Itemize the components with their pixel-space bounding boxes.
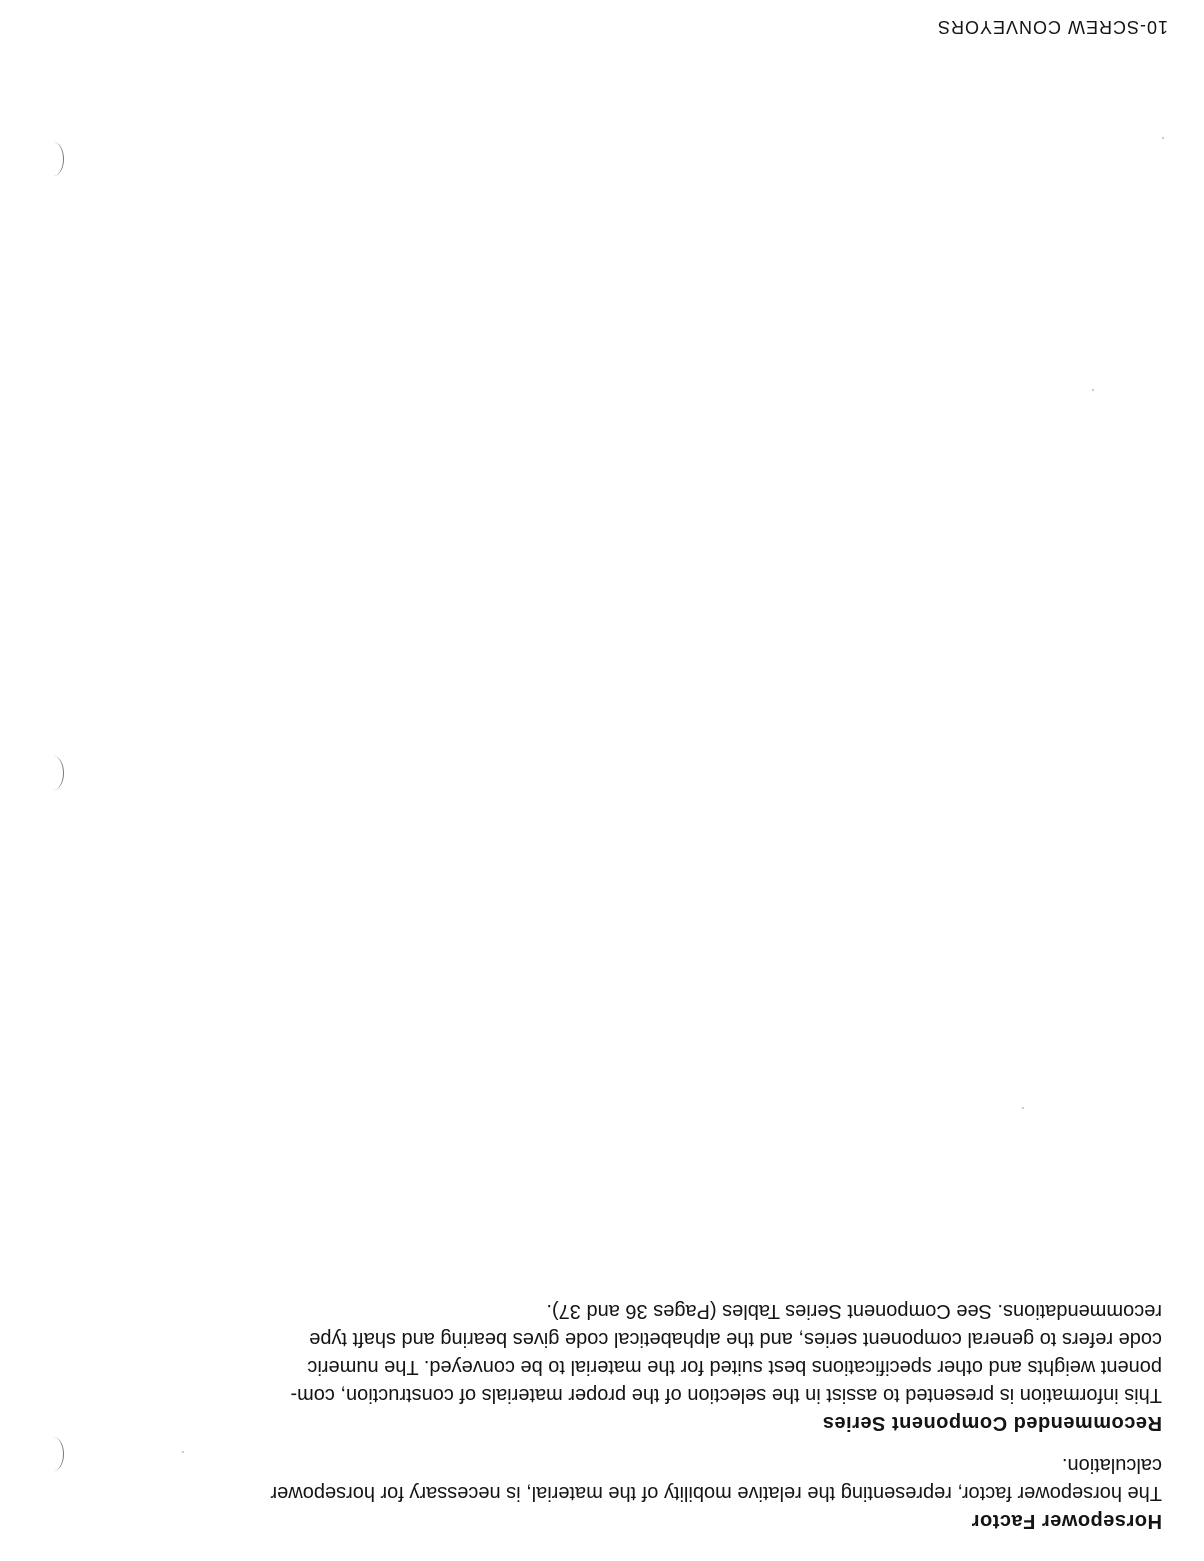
binder-hole-mark [43, 142, 64, 176]
scan-speck [1092, 389, 1094, 391]
horsepower-factor-paragraph: The horsepower factor, representing the relative mobility of the material, is necessary for horsepower calculation. [270, 1454, 1162, 1504]
horsepower-factor-heading: Horsepower Factor [971, 1510, 1162, 1532]
binder-hole-mark [43, 1437, 64, 1471]
page-footer-label: 10-SCREW CONVEYORS [936, 17, 1168, 37]
recommended-component-series-section [62, 1297, 1162, 1437]
horsepower-factor-section [62, 1451, 1162, 1535]
binder-hole-mark [43, 756, 64, 790]
scan-speck [182, 1451, 184, 1453]
recommended-component-series-paragraph: This information is presented to assist in the selection of the proper materials of construction, com- ponent weights and other specifications best suited for the material to be conveyed. The numeric code refers to general component series, and the alphabetical code gives bearing and shaft type recommendations. See Component Series Tables (Pages 36 and 37). [290, 1300, 1162, 1406]
scan-speck [1162, 137, 1164, 139]
recommended-component-series-heading: Recommended Component Series [822, 1412, 1162, 1434]
scan-speck [1022, 1107, 1024, 1109]
